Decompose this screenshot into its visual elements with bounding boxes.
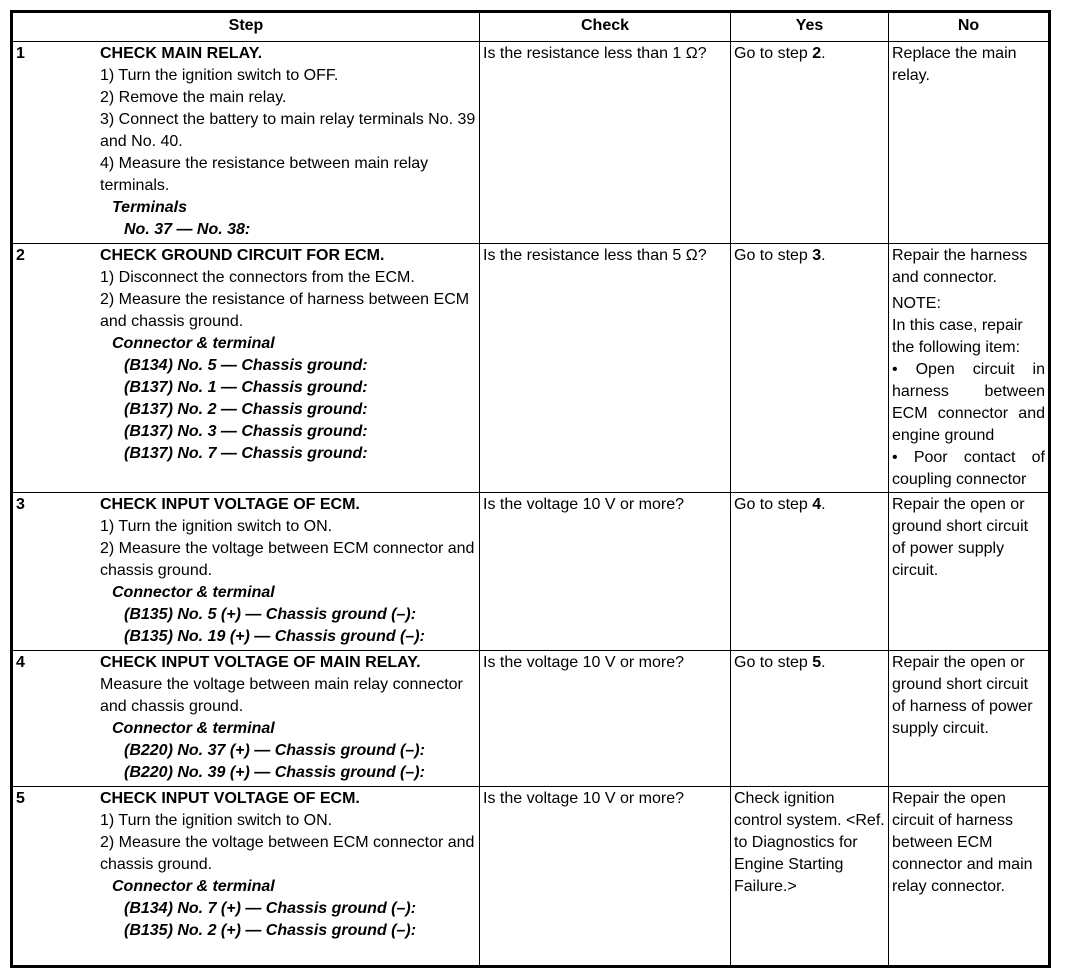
table-row [12,787,1050,967]
spec-value: (B135) No. 5 (+) — Chassis ground (–): [124,606,417,623]
header-check: Check [480,12,731,42]
table-row [12,42,1050,244]
step-cell [12,493,480,651]
step-number: 1 [16,45,25,62]
instruction: 1) Turn the ignition switch to OFF. [100,67,339,84]
spec-value: (B137) No. 3 — Chassis ground: [124,423,368,440]
table-body [12,42,1050,967]
spec-label: Terminals [112,199,187,216]
step-cell [12,244,480,493]
yes-prefix: Go to step [734,45,813,62]
header-row [12,12,1050,42]
note-label: NOTE: [892,295,941,312]
step-number: 3 [16,496,25,513]
yes-prefix: Go to step [734,654,813,671]
no-cell: Repair the open or ground short circuit of harness of power supply circuit. [889,651,1050,787]
yes-cell [731,651,889,787]
spec-value: (B220) No. 39 (+) — Chassis ground (–): [124,764,425,781]
instruction: 1) Turn the ignition switch to ON. [100,812,333,829]
yes-suffix: . [821,654,826,671]
instruction: 1) Disconnect the connectors from the ECM. [100,269,415,286]
step-number: 2 [16,247,25,264]
check-cell: Is the voltage 10 V or more? [480,787,731,967]
diagnostic-table [10,10,1051,968]
spec-label: Connector & terminal [112,878,275,895]
spec-value: (B134) No. 5 — Chassis ground: [124,357,368,374]
step-cell [12,787,480,967]
header-yes: Yes [731,12,889,42]
no-cell: Repair the open circuit of harness between ECM connector and main relay connector. [889,787,1050,967]
table-row [12,651,1050,787]
instruction: 3) Connect the battery to main relay terminals No. 39 and No. 40. [100,111,476,150]
instruction: 2) Measure the voltage between ECM connector and chassis ground. [100,540,475,579]
note-item: • Open circuit in harness between ECM connector and engine ground [892,361,1045,444]
instruction: 2) Measure the resistance of harness between ECM and chassis ground. [100,291,470,330]
yes-prefix: Go to step [734,247,813,264]
note-item: • Poor contact of coupling connector [892,449,1045,488]
spec-label: Connector & terminal [112,720,275,737]
yes-step-ref: 4 [812,496,822,513]
step-number: 5 [16,790,25,807]
spec-value: (B137) No. 7 — Chassis ground: [124,445,368,462]
check-cell: Is the voltage 10 V or more? [480,651,731,787]
note-text: In this case, repair the following item: [892,317,1023,356]
instruction: Measure the voltage between main relay connector and chassis ground. [100,676,463,715]
spec-value: No. 37 — No. 38: [124,221,251,238]
yes-prefix: Go to step [734,496,813,513]
header-step: Step [12,12,480,42]
instruction: 2) Remove the main relay. [100,89,287,106]
spec-label: Connector & terminal [112,335,275,352]
yes-suffix: . [821,247,826,264]
yes-step-ref: 5 [812,654,822,671]
yes-suffix: . [821,45,826,62]
step-cell [12,651,480,787]
spec-value: (B135) No. 2 (+) — Chassis ground (–): [124,922,417,939]
yes-suffix: . [821,496,826,513]
check-cell: Is the resistance less than 1 Ω? [480,42,731,244]
step-title: CHECK GROUND CIRCUIT FOR ECM. [100,247,385,264]
yes-cell [731,493,889,651]
check-cell: Is the voltage 10 V or more? [480,493,731,651]
no-text: Repair the harness and connector. [892,247,1028,286]
step-title: CHECK INPUT VOLTAGE OF ECM. [100,496,360,513]
step-cell [12,42,480,244]
spec-value: (B135) No. 19 (+) — Chassis ground (–): [124,628,425,645]
spec-value: (B137) No. 1 — Chassis ground: [124,379,368,396]
step-title: CHECK INPUT VOLTAGE OF ECM. [100,790,360,807]
header-no: No [889,12,1050,42]
spec-value: (B137) No. 2 — Chassis ground: [124,401,368,418]
step-title: CHECK MAIN RELAY. [100,45,263,62]
spec-label: Connector & terminal [112,584,275,601]
yes-cell: Check ignition control system. <Ref. to Diagnostics for Engine Starting Failure.> [731,787,889,967]
instruction: 4) Measure the resistance between main relay terminals. [100,155,429,194]
table-row [12,493,1050,651]
step-title: CHECK INPUT VOLTAGE OF MAIN RELAY. [100,654,421,671]
instruction: 1) Turn the ignition switch to ON. [100,518,333,535]
instruction: 2) Measure the voltage between ECM connector and chassis ground. [100,834,475,873]
yes-cell [731,244,889,493]
spec-value: (B134) No. 7 (+) — Chassis ground (–): [124,900,417,917]
check-cell: Is the resistance less than 5 Ω? [480,244,731,493]
no-cell: Replace the main relay. [889,42,1050,244]
yes-cell [731,42,889,244]
yes-step-ref: 3 [812,247,822,264]
spec-value: (B220) No. 37 (+) — Chassis ground (–): [124,742,425,759]
no-cell [889,244,1050,493]
no-cell: Repair the open or ground short circuit of power supply circuit. [889,493,1050,651]
table-row [12,244,1050,493]
diagnostic-table-sheet [10,10,1048,965]
step-number: 4 [16,654,25,671]
yes-step-ref: 2 [812,45,822,62]
